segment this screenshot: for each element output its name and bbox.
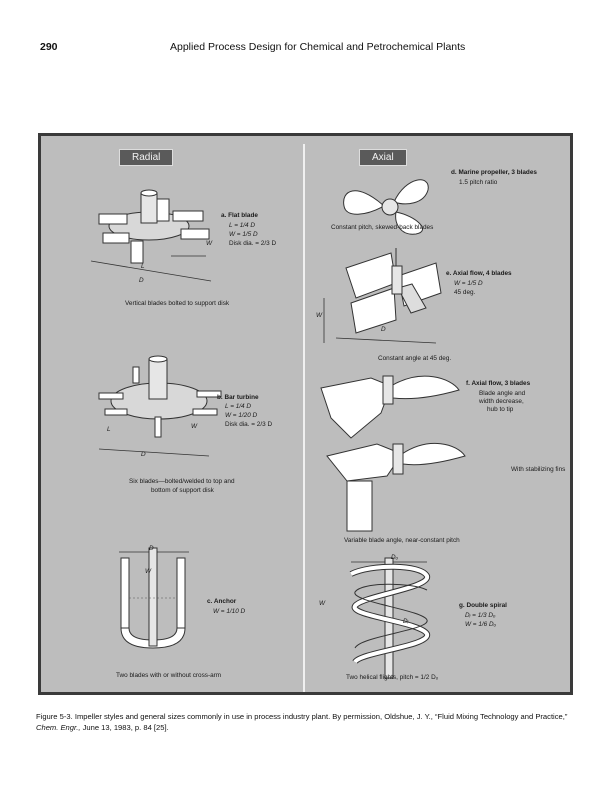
dim-di-g: Dᵢ bbox=[403, 618, 409, 625]
label-g-desc: Two helical flights, pitch = 1/2 Dₒ bbox=[346, 674, 439, 681]
radial-tag: Radial bbox=[119, 149, 173, 166]
label-c-desc: Two blades with or without cross-arm bbox=[116, 672, 222, 679]
dim-w-b: W bbox=[191, 423, 198, 430]
label-e-l1: W = 1/5 D bbox=[454, 280, 483, 287]
label-a-l2: W = 1/5 D bbox=[229, 231, 258, 238]
label-b-l3: Disk dia. = 2/3 D bbox=[225, 421, 273, 428]
label-e-desc: Constant angle at 45 deg. bbox=[378, 355, 452, 362]
label-b-desc2: bottom of support disk bbox=[151, 487, 214, 494]
dim-d-b: D bbox=[141, 451, 146, 458]
label-e-l2: 45 deg. bbox=[454, 289, 476, 296]
impeller-figure bbox=[38, 133, 573, 695]
label-g-l2: W = 1/6 Dₒ bbox=[465, 621, 497, 628]
dim-do-g: Dₒ bbox=[391, 554, 399, 561]
stabilizing-fins-illustration bbox=[317, 436, 467, 536]
dim-l-b: L bbox=[107, 426, 111, 433]
label-a-l3: Disk dia. = 2/3 D bbox=[229, 240, 277, 247]
caption-lead: Figure 5-3. bbox=[36, 712, 73, 721]
axial-tag: Axial bbox=[359, 149, 407, 166]
label-d-desc: Constant pitch, skewed-back blades bbox=[331, 224, 434, 231]
flat-blade-illustration bbox=[81, 181, 231, 281]
label-b-desc1: Six blades—bolted/welded to top and bbox=[129, 478, 235, 485]
anchor-illustration bbox=[111, 548, 201, 658]
label-f-l1: Blade angle and bbox=[479, 390, 526, 397]
label-g-name: g. Double spiral bbox=[459, 602, 507, 609]
label-f-name: f. Axial flow, 3 blades bbox=[466, 380, 531, 387]
label-g-l1: Dᵢ = 1/3 Dₒ bbox=[465, 612, 496, 619]
dim-d-e: D bbox=[381, 326, 386, 333]
caption-journal: Chem. Engr., bbox=[36, 723, 81, 732]
bar-turbine-illustration bbox=[89, 351, 239, 461]
label-b-name: b. Bar turbine bbox=[217, 394, 259, 401]
label-b-l2: W = 1/20 D bbox=[225, 412, 258, 419]
dim-w-a: W bbox=[206, 240, 213, 247]
dim-w-e: W bbox=[316, 312, 323, 319]
dim-d-a: D bbox=[139, 277, 144, 284]
caption-tail: June 13, 1983, p. 84 [25]. bbox=[80, 723, 169, 732]
label-f-l2: width decrease, bbox=[479, 398, 524, 405]
dim-w-g: W bbox=[319, 600, 326, 607]
label-f-l3: hub to tip bbox=[487, 406, 514, 413]
label-c-l1: W = 1/10 D bbox=[213, 608, 246, 615]
dim-l-a: L bbox=[141, 263, 145, 270]
label-a-l1: L = 1/4 D bbox=[229, 222, 255, 229]
figure-caption bbox=[36, 711, 576, 733]
label-d-name: d. Marine propeller, 3 blades bbox=[451, 169, 537, 176]
axial-4-blade-illustration bbox=[316, 248, 456, 348]
label-f-desc: Variable blade angle, near-constant pitch bbox=[344, 537, 460, 544]
double-spiral-illustration bbox=[331, 556, 451, 681]
dim-d-c: D bbox=[149, 545, 154, 552]
label-d-l1: 1.5 pitch ratio bbox=[459, 179, 498, 186]
dim-w-c: W bbox=[145, 568, 152, 575]
page-number: 290 bbox=[40, 41, 58, 53]
label-f-stab: With stabilizing fins bbox=[511, 466, 566, 473]
column-divider bbox=[303, 144, 305, 692]
label-b-l1: L = 1/4 D bbox=[225, 403, 251, 410]
label-a-name: a. Flat blade bbox=[221, 212, 258, 219]
caption-text: Impeller styles and general sizes commonly in use in process industry plant. By permission, Oldshue, J. Y., “Fluid Mixing Technology and Practice,” bbox=[72, 712, 568, 721]
running-header: Applied Process Design for Chemical and Petrochemical Plants bbox=[170, 41, 466, 53]
label-e-name: e. Axial flow, 4 blades bbox=[446, 270, 512, 277]
label-c-name: c. Anchor bbox=[207, 598, 237, 605]
label-a-desc: Vertical blades bolted to support disk bbox=[125, 300, 230, 307]
